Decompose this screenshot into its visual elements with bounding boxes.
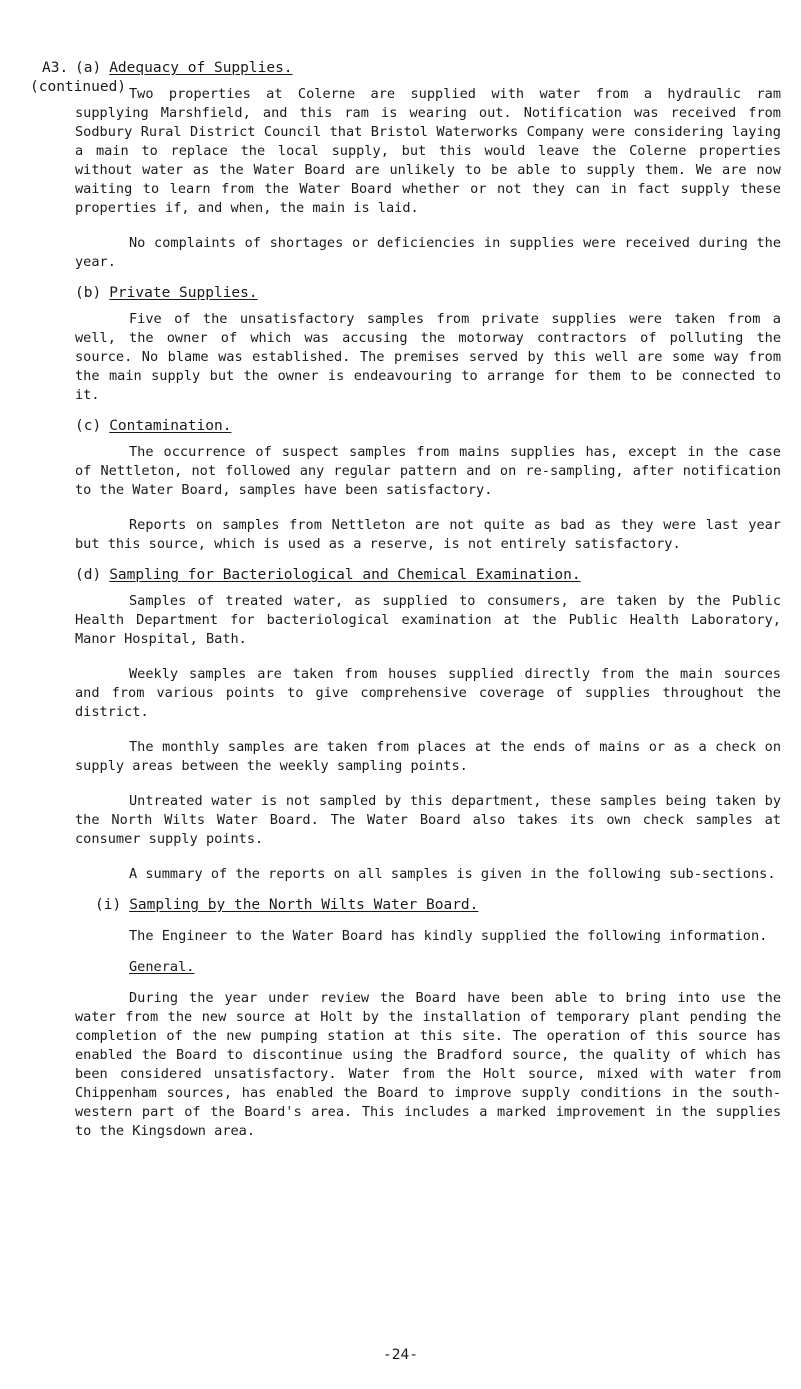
paragraph: Five of the unsatisfactory samples from private supplies were taken from a well, the owner of which was accusing the motorway contractors of polluting the source. No blame was established. The premises served by this well are some way from the main supply but the owner is endeavouring to arrange for them to be connected to it. [75, 311, 781, 403]
paragraph: No complaints of shortages or deficiencies in supplies were received during the year. [75, 235, 781, 270]
paragraph: Two properties at Colerne are supplied with water from a hydraulic ram supplying Marshfield, and this ram is wearing out. Notification was received from Sodbury Rural District Council that Bristol Waterworks Company were considering laying a main to replace the local supply, but this would leave the Colerne properties without water as the Water Board are unlikely to be able to supply them. We are now waiting to learn from the Water Board whether or not they can in fact supply these properties if, and when, the main is laid. [75, 86, 781, 216]
section-code: A3. [42, 60, 69, 76]
heading-adequacy-of-supplies [75, 59, 781, 78]
heading-label: (a) [75, 60, 102, 76]
continued-note: (continued) [30, 79, 127, 95]
heading-title: Sampling by the North Wilts Water Board. [129, 897, 479, 913]
paragraph: During the year under review the Board have been able to bring into use the water from the new source at Holt by the installation of temporary plant pending the completion of the new pumping station at this site. The operation of this source has enabled the Board to discontinue using the Bradford source, the quality of which has been considered unsatisfactory. Water from the Holt source, mixed with water from Chippenham sources, has enabled the Board to improve supply conditions in the south-western part of the Board's area. This includes a marked improvement in the supplies to the Kingsdown area. [75, 990, 781, 1139]
paragraph: Untreated water is not sampled by this department, these samples being taken by the North Wilts Water Board. The Water Board also takes its own check samples at consumer supply points. [75, 793, 781, 847]
paragraph: Samples of treated water, as supplied to consumers, are taken by the Public Health Department for bacteriological examination at the Public Health Laboratory, Manor Hospital, Bath. [75, 593, 781, 647]
heading-label: (b) [75, 285, 102, 301]
paragraph: The monthly samples are taken from places at the ends of mains or as a check on supply areas between the weekly sampling points. [75, 739, 781, 774]
document-body [75, 59, 781, 1141]
heading-title: Contamination. [109, 418, 232, 434]
heading-sampling-examination [75, 566, 781, 585]
paragraph: The Engineer to the Water Board has kindly supplied the following information. [129, 928, 768, 944]
heading-title: Adequacy of Supplies. [109, 60, 293, 76]
paragraph: The occurrence of suspect samples from mains supplies has, except in the case of Nettleton, not followed any regular pattern and on re-sampling, after notification to the Water Board, samples have been satisfactory. [75, 444, 781, 498]
heading-label: (c) [75, 418, 102, 434]
paragraph: A summary of the reports on all samples is given in the following sub-sections. [129, 866, 776, 882]
sub-heading-general: General. [129, 959, 195, 975]
heading-title: Sampling for Bacteriological and Chemical Examination. [109, 567, 581, 583]
paragraph: Reports on samples from Nettleton are not quite as bad as they were last year but this source, which is used as a reserve, is not entirely satisfactory. [75, 517, 781, 552]
page-number: -24- [383, 1347, 418, 1363]
heading-private-supplies [75, 284, 781, 303]
heading-sampling-water-board [95, 896, 781, 915]
heading-contamination [75, 417, 781, 436]
heading-title: Private Supplies. [109, 285, 258, 301]
paragraph: Weekly samples are taken from houses supplied directly from the main sources and from various points to give comprehensive coverage of supplies throughout the district. [75, 666, 781, 720]
heading-label: (d) [75, 567, 102, 583]
heading-label: (i) [95, 897, 122, 913]
